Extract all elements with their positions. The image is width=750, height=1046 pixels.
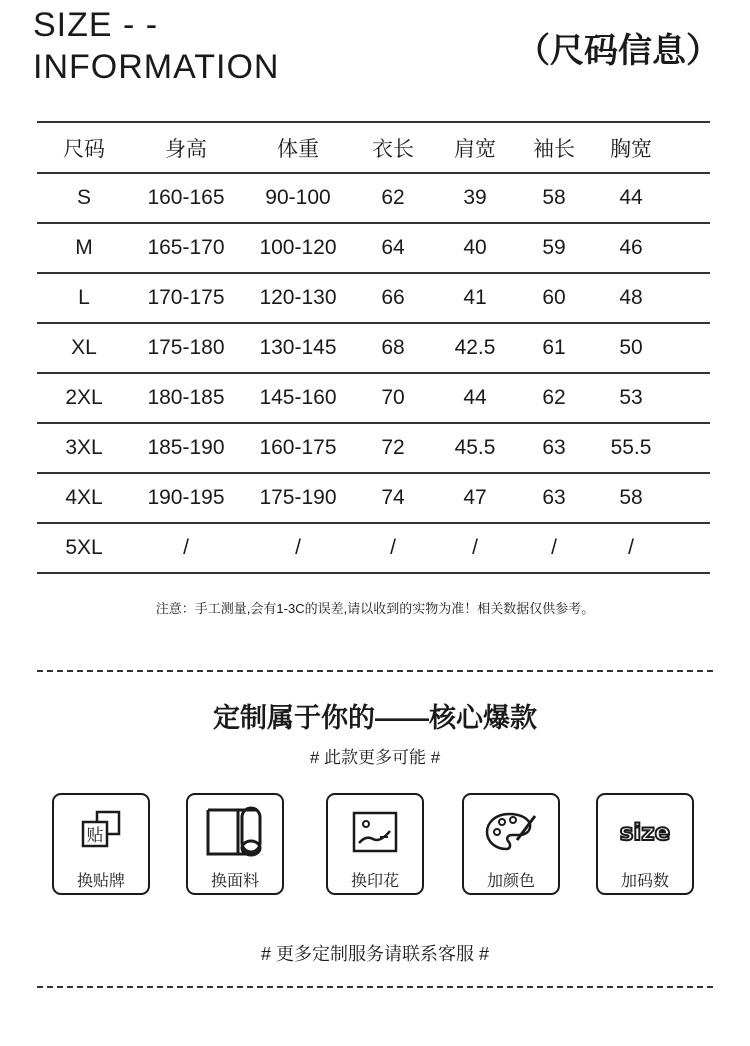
table-cell: 120-130 [259,286,337,309]
table-cell: M [75,236,93,259]
option-label: 加码数 [620,873,669,890]
table-spacer [673,373,710,423]
table-cell: 47 [463,486,487,509]
table-cell: 68 [381,336,405,359]
table-row [37,273,710,323]
table-row [37,373,710,423]
custom-heading: 定制属于你的——核心爆款 [213,703,537,733]
table-cell: 2XL [65,386,103,409]
measurement-note: 注意：手工测量,会有1-3C的误差,请以收到的实物为准！相关数据仅供参考。 [155,601,595,616]
table-cell: 50 [619,336,643,359]
table-cell: 145-160 [259,386,337,409]
image-print-icon [328,807,422,857]
title-english: SIZE - - INFORMATION [33,6,280,86]
table-cell: 59 [542,236,566,259]
table-cell: S [76,186,91,209]
label-tag-icon [54,807,148,857]
column-header: 肩宽 [454,137,496,161]
table-row [37,523,710,573]
table-cell: 160-165 [147,186,225,209]
table-cell: 185-190 [147,436,225,459]
table-cell: 58 [542,186,566,209]
table-cell: 90-100 [265,186,331,209]
table-cell: 44 [619,186,643,209]
dashed-divider-bottom [37,986,713,988]
table-cell: / [295,536,301,559]
column-header: 袖长 [533,137,575,161]
table-body [37,173,710,573]
table-cell: 175-180 [147,336,225,359]
custom-options [52,793,698,901]
table-spacer [673,523,710,573]
fabric-roll-icon [188,807,282,857]
option-label: 加颜色 [486,873,535,890]
label-tag-icon-text: 贴 [86,826,104,846]
size-text-icon [598,807,692,857]
table-cell: 40 [463,236,487,259]
table-row [37,323,710,373]
table-cell: / [551,536,557,559]
table-cell: 190-195 [147,486,225,509]
table-cell: 5XL [65,536,103,559]
table-cell: 160-175 [259,436,337,459]
table-cell: / [628,536,634,559]
table-cell: 45.5 [454,436,496,459]
table-spacer [673,473,710,523]
title-chinese: （尺码信息） [516,32,720,70]
table-row [37,423,710,473]
table-row [37,473,710,523]
table-cell: 62 [381,186,405,209]
table-cell: 63 [542,486,566,509]
table-spacer [673,173,710,223]
custom-subheading: # 此款更多可能 # [309,748,441,767]
table-cell: / [472,536,478,559]
table-cell: / [183,536,189,559]
table-cell: 39 [463,186,487,209]
column-header: 尺码 [63,137,105,161]
table-cell: 61 [542,336,566,359]
table-cell: 4XL [65,486,103,509]
table-spacer [673,323,710,373]
table-cell: XL [71,336,97,359]
option-print[interactable] [326,793,424,895]
table-cell: 165-170 [147,236,225,259]
table-cell: / [390,536,396,559]
table-spacer [673,223,710,273]
option-label: 换贴牌 [76,873,125,890]
dashed-divider-top [37,670,713,672]
table-cell: 42.5 [454,336,496,359]
size-table [37,121,710,574]
table-cell: 53 [619,386,643,409]
custom-footer: # 更多定制服务请联系客服 # [260,944,490,964]
size-icon-text: size [619,820,671,846]
column-header: 胸宽 [610,137,652,161]
table-cell: 180-185 [147,386,225,409]
table-cell: 41 [463,286,487,309]
table-cell: 58 [619,486,643,509]
table-cell: 62 [542,386,566,409]
column-header: 身高 [165,137,207,161]
table-cell: 100-120 [259,236,337,259]
table-cell: 130-145 [259,336,337,359]
table-cell: 175-190 [259,486,337,509]
table-cell: 55.5 [610,436,652,459]
table-spacer [673,423,710,473]
table-cell: 66 [381,286,405,309]
column-spacer [673,122,710,173]
table-cell: 74 [381,486,405,509]
column-header: 衣长 [372,137,414,161]
table-row [37,223,710,273]
table-cell: 64 [381,236,405,259]
column-header: 体重 [277,137,319,161]
option-label: 换面料 [210,873,259,890]
table-row [37,173,710,223]
table-cell: 46 [619,236,643,259]
table-spacer [673,273,710,323]
option-size[interactable] [596,793,694,895]
option-color[interactable] [462,793,560,895]
table-header-row [37,122,710,173]
table-cell: 3XL [65,436,103,459]
table-cell: 72 [381,436,405,459]
palette-icon [464,807,558,857]
table-cell: 60 [542,286,566,309]
option-label-tag[interactable] [52,793,150,895]
table-cell: 44 [463,386,487,409]
table-cell: 63 [542,436,566,459]
option-fabric[interactable] [186,793,284,895]
table-cell: 170-175 [147,286,225,309]
table-cell: 48 [619,286,643,309]
table-cell: 70 [381,386,405,409]
option-label: 换印花 [350,873,399,890]
table-cell: L [78,286,90,309]
